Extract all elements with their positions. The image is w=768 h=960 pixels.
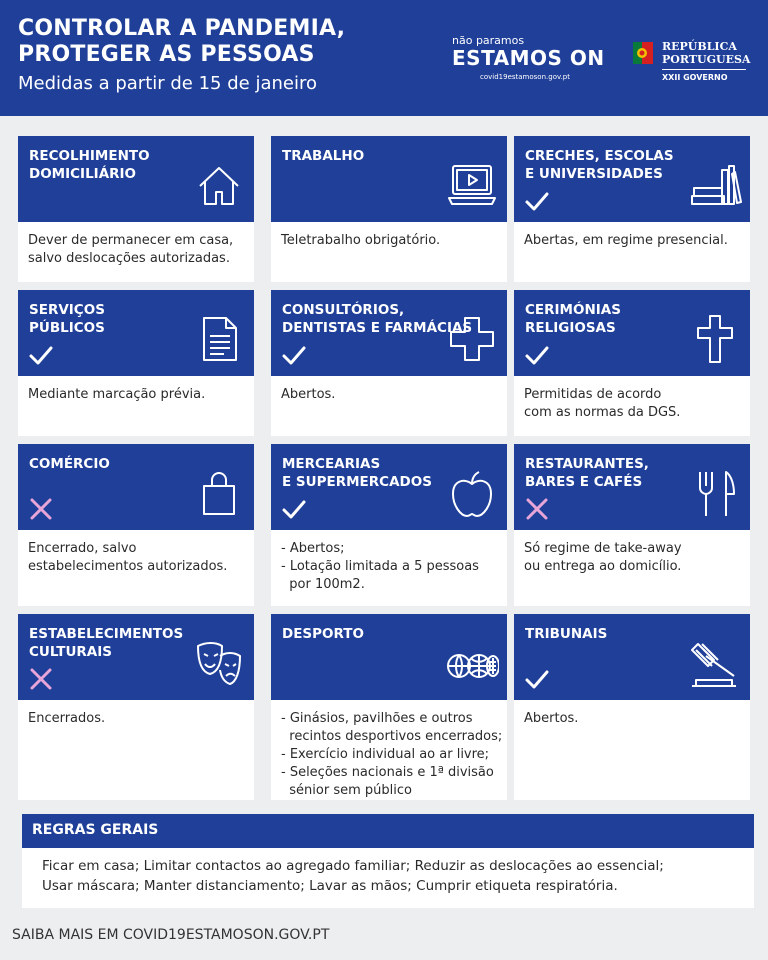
measure-card <box>514 290 750 436</box>
check-icon <box>28 342 54 368</box>
measure-card-body <box>18 530 254 606</box>
measure-description <box>281 710 503 800</box>
measure-card-body <box>271 700 507 800</box>
measure-title-line: TRABALHO <box>282 148 365 164</box>
measure-title-line: RECOLHIMENTO <box>29 148 150 164</box>
gov-line-1: REPÚBLICA <box>662 40 737 53</box>
apple-icon <box>445 466 499 520</box>
measure-card-body <box>514 700 750 800</box>
measure-card-body <box>514 222 750 282</box>
measure-card <box>514 614 750 800</box>
measure-title-line: DESPORTO <box>282 626 364 642</box>
cross-icon <box>28 666 54 692</box>
measure-description <box>524 232 746 250</box>
measure-description-line: com as normas da DGS. <box>524 405 681 420</box>
measure-description-line: sénior sem público <box>281 783 412 798</box>
measure-card-header <box>514 614 750 700</box>
medical-cross-icon <box>445 312 499 366</box>
general-rules-body <box>22 848 754 908</box>
gov-name <box>662 40 750 66</box>
measure-description <box>524 710 746 728</box>
religious-cross-icon <box>688 312 742 366</box>
measure-title-line: TRIBUNAIS <box>525 626 608 642</box>
measure-description-line: salvo deslocações autorizadas. <box>28 251 230 266</box>
campaign-url: covid19estamoson.gov.pt <box>480 73 570 81</box>
laptop-icon <box>445 158 499 212</box>
measure-card-body <box>18 700 254 800</box>
measure-card-body <box>271 376 507 436</box>
measure-card <box>271 136 507 282</box>
measure-description <box>28 540 250 576</box>
measure-title-line: CONSULTÓRIOS, <box>282 302 405 318</box>
measure-title-line: RESTAURANTES, <box>525 456 649 472</box>
campaign-name: ESTAMOS ON <box>452 46 605 70</box>
check-icon <box>524 342 550 368</box>
measure-description-line: Dever de permanecer em casa, <box>28 233 234 248</box>
measure-description-line: Abertos. <box>524 711 579 726</box>
measure-card-body <box>271 530 507 606</box>
books-icon <box>688 158 742 212</box>
campaign-tagline: não paramos <box>452 34 525 47</box>
measure-card-body <box>18 222 254 282</box>
page-subtitle: Medidas a partir de 15 de janeiro <box>18 73 317 94</box>
measure-card <box>18 136 254 282</box>
check-icon <box>281 496 307 522</box>
measure-card <box>18 444 254 606</box>
measure-description-line: Mediante marcação prévia. <box>28 387 206 402</box>
measure-card <box>514 444 750 606</box>
measure-card <box>271 614 507 800</box>
check-icon <box>281 342 307 368</box>
measure-description <box>281 232 503 250</box>
measure-description-line: - Ginásios, pavilhões e outros <box>281 711 473 726</box>
measure-title-line: CRECHES, ESCOLAS <box>525 148 674 164</box>
measure-description-line: recintos desportivos encerrados; <box>281 729 503 744</box>
measure-description-line: - Abertos; <box>281 541 345 556</box>
estamos-on-logo <box>452 34 612 81</box>
gov-line-3: XXII GOVERNO <box>662 73 728 82</box>
cross-icon <box>28 496 54 522</box>
measure-description-line: por 100m2. <box>281 577 365 592</box>
check-icon <box>524 666 550 692</box>
house-icon <box>192 158 246 212</box>
measure-title-line: DENTISTAS E FARMÁCIAS <box>282 320 473 336</box>
measure-description-line: Encerrado, salvo <box>28 541 137 556</box>
measure-title-line: ESTABELECIMENTOS <box>29 626 184 642</box>
general-rules-line-1: Ficar em casa; Limitar contactos ao agregado familiar; Reduzir as deslocações ao essencial; <box>42 858 664 874</box>
measure-title-line: E SUPERMERCADOS <box>282 474 432 490</box>
measure-title-line: MERCEARIAS <box>282 456 381 472</box>
measure-card <box>514 136 750 282</box>
measure-card-body <box>514 376 750 436</box>
measure-description-line: Abertas, em regime presencial. <box>524 233 728 248</box>
measure-card <box>18 290 254 436</box>
measure-card-header <box>18 290 254 376</box>
check-icon <box>524 188 550 214</box>
measure-title-line: CERIMÓNIAS <box>525 302 621 318</box>
header-banner <box>0 0 768 116</box>
theatre-masks-icon <box>192 636 246 690</box>
measure-card-body <box>271 222 507 282</box>
general-rules-line-2: Usar máscara; Manter distanciamento; Lavar as mãos; Cumprir etiqueta respiratória. <box>42 878 618 894</box>
measure-description <box>28 386 250 404</box>
measure-title-line: COMÉRCIO <box>29 456 110 472</box>
measure-card-header <box>271 290 507 376</box>
measure-card-header <box>18 444 254 530</box>
measure-card-header <box>271 444 507 530</box>
title-line-1: CONTROLAR A PANDEMIA, <box>18 16 346 41</box>
gavel-icon <box>688 636 742 690</box>
measure-title-line: RELIGIOSAS <box>525 320 616 336</box>
measure-description-line: Encerrados. <box>28 711 106 726</box>
shopping-bag-icon <box>192 466 246 520</box>
measure-description <box>281 540 503 594</box>
measure-title-line: CULTURAIS <box>29 644 112 660</box>
measure-card-header <box>514 136 750 222</box>
measure-description-line: ou entrega ao domicílio. <box>524 559 682 574</box>
measure-description-line: Permitidas de acordo <box>524 387 662 402</box>
measure-card <box>271 444 507 606</box>
page-title <box>18 16 345 68</box>
measure-title-line: E UNIVERSIDADES <box>525 166 663 182</box>
measure-description-line: - Exercício individual ao ar livre; <box>281 747 490 762</box>
measure-description-line: Teletrabalho obrigatório. <box>281 233 441 248</box>
measure-description-line: Abertos. <box>281 387 336 402</box>
measure-card-header <box>18 614 254 700</box>
measure-description-line: - Seleções nacionais e 1ª divisão <box>281 765 494 780</box>
title-line-2: PROTEGER AS PESSOAS <box>18 42 315 67</box>
measure-card-header <box>514 444 750 530</box>
measure-card-body <box>18 376 254 436</box>
measure-description <box>28 710 250 728</box>
measure-description <box>524 386 746 422</box>
measure-description-line: Só regime de take-away <box>524 541 682 556</box>
gov-line-2: PORTUGUESA <box>662 53 751 66</box>
measure-card <box>271 290 507 436</box>
government-logo <box>632 40 752 90</box>
document-icon <box>192 312 246 366</box>
measure-card-header <box>514 290 750 376</box>
general-rules-header <box>22 814 754 848</box>
gov-divider <box>662 69 746 70</box>
sports-balls-icon <box>445 636 499 690</box>
measure-title-line: DOMICILIÁRIO <box>29 166 137 182</box>
measure-card-header <box>271 136 507 222</box>
measure-description-line: estabelecimentos autorizados. <box>28 559 228 574</box>
flag-emblem-icon <box>632 40 654 68</box>
general-rules-title: REGRAS GERAIS <box>32 822 159 838</box>
measure-card-header <box>18 136 254 222</box>
measure-card-header <box>271 614 507 700</box>
measure-description-line: - Lotação limitada a 5 pessoas <box>281 559 479 574</box>
measure-card-body <box>514 530 750 606</box>
measure-title-line: PÚBLICOS <box>29 320 105 336</box>
footer-link[interactable]: SAIBA MAIS EM COVID19ESTAMOSON.GOV.PT <box>12 927 330 943</box>
measure-description <box>28 232 250 268</box>
measure-card <box>18 614 254 800</box>
measure-title-line: BARES E CAFÉS <box>525 474 643 490</box>
cross-icon <box>524 496 550 522</box>
measure-description <box>281 386 503 404</box>
cutlery-icon <box>688 466 742 520</box>
measure-description <box>524 540 746 576</box>
measure-title-line: SERVIÇOS <box>29 302 105 318</box>
